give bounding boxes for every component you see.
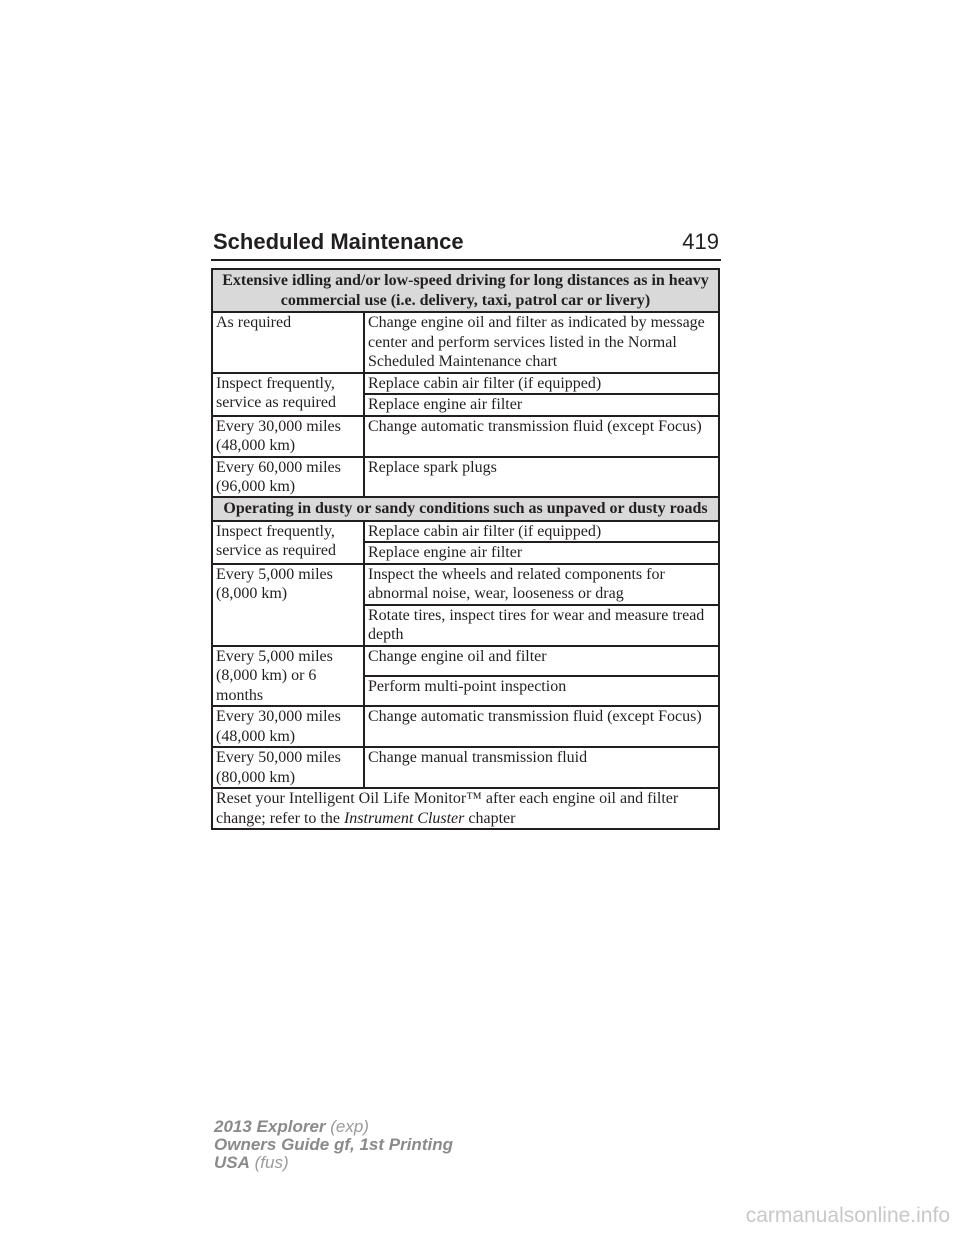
page-header xyxy=(211,229,721,261)
interval-cell: Every 50,000 miles (80,000 km) xyxy=(212,747,364,788)
table-row xyxy=(212,646,719,676)
page-number: 419 xyxy=(682,229,719,254)
instrument-cluster-reference: Instrument Cluster xyxy=(343,809,465,827)
oil-life-note xyxy=(212,788,719,829)
watermark: carmanualsonline.info xyxy=(745,1204,950,1227)
footer-market-code: (fus) xyxy=(249,1153,289,1172)
interval-cell: Every 60,000 miles (96,000 km) xyxy=(212,457,364,498)
action-cell: Change automatic transmission fluid (except Focus) xyxy=(364,416,719,457)
interval-cell: Every 30,000 miles (48,000 km) xyxy=(212,706,364,747)
action-cell: Replace spark plugs xyxy=(364,457,719,498)
action-cell: Rotate tires, inspect tires for wear and measure tread depth xyxy=(364,605,719,646)
table-heading: Extensive idling and/or low-speed driving for long distances as in heavy commercial use (i.e. delivery, taxi, patrol car or livery) xyxy=(212,269,719,312)
table-heading: Operating in dusty or sandy conditions such as unpaved or dusty roads xyxy=(212,497,719,521)
table-note-row xyxy=(212,788,719,829)
action-cell: Inspect the wheels and related components for abnormal noise, wear, looseness or drag xyxy=(364,564,719,605)
action-cell: Change engine oil and filter as indicated by message center and perform services listed in the Normal Scheduled Maintenance chart xyxy=(364,312,719,373)
action-cell: Replace engine air filter xyxy=(364,394,719,416)
action-cell: Replace cabin air filter (if equipped) xyxy=(364,373,719,395)
table-row xyxy=(212,521,719,543)
table-row xyxy=(212,457,719,498)
table-row xyxy=(212,564,719,605)
note-text-end: chapter xyxy=(464,809,516,827)
print-footer xyxy=(214,1118,453,1172)
table-row xyxy=(212,416,719,457)
footer-market: USA xyxy=(214,1153,250,1172)
action-cell: Perform multi-point inspection xyxy=(364,676,719,706)
interval-cell: Inspect frequently, service as required xyxy=(212,373,364,416)
interval-cell: Inspect frequently, service as required xyxy=(212,521,364,564)
interval-cell: Every 5,000 miles (8,000 km) xyxy=(212,564,364,646)
interval-cell: Every 5,000 miles (8,000 km) or 6 months xyxy=(212,646,364,707)
interval-cell: Every 30,000 miles (48,000 km) xyxy=(212,416,364,457)
maintenance-table-idling xyxy=(211,268,720,499)
action-cell: Replace cabin air filter (if equipped) xyxy=(364,521,719,543)
action-cell: Change automatic transmission fluid (except Focus) xyxy=(364,706,719,747)
footer-model-code: (exp) xyxy=(325,1117,369,1136)
table-row xyxy=(212,373,719,395)
action-cell: Replace engine air filter xyxy=(364,542,719,564)
action-cell: Change manual transmission fluid xyxy=(364,747,719,788)
footer-model: 2013 Explorer xyxy=(214,1117,326,1136)
table-row xyxy=(212,706,719,747)
page-title: Scheduled Maintenance xyxy=(213,229,464,254)
table-row xyxy=(212,312,719,373)
action-cell: Change engine oil and filter xyxy=(364,646,719,676)
table-row xyxy=(212,747,719,788)
maintenance-table-dusty xyxy=(211,496,720,830)
footer-guide: Owners Guide gf, 1st Printing xyxy=(214,1135,453,1154)
interval-cell: As required xyxy=(212,312,364,373)
note-text: Reset your Intelligent Oil Life Monitor™ after each engine oil and filter change; refer to the xyxy=(216,790,679,827)
